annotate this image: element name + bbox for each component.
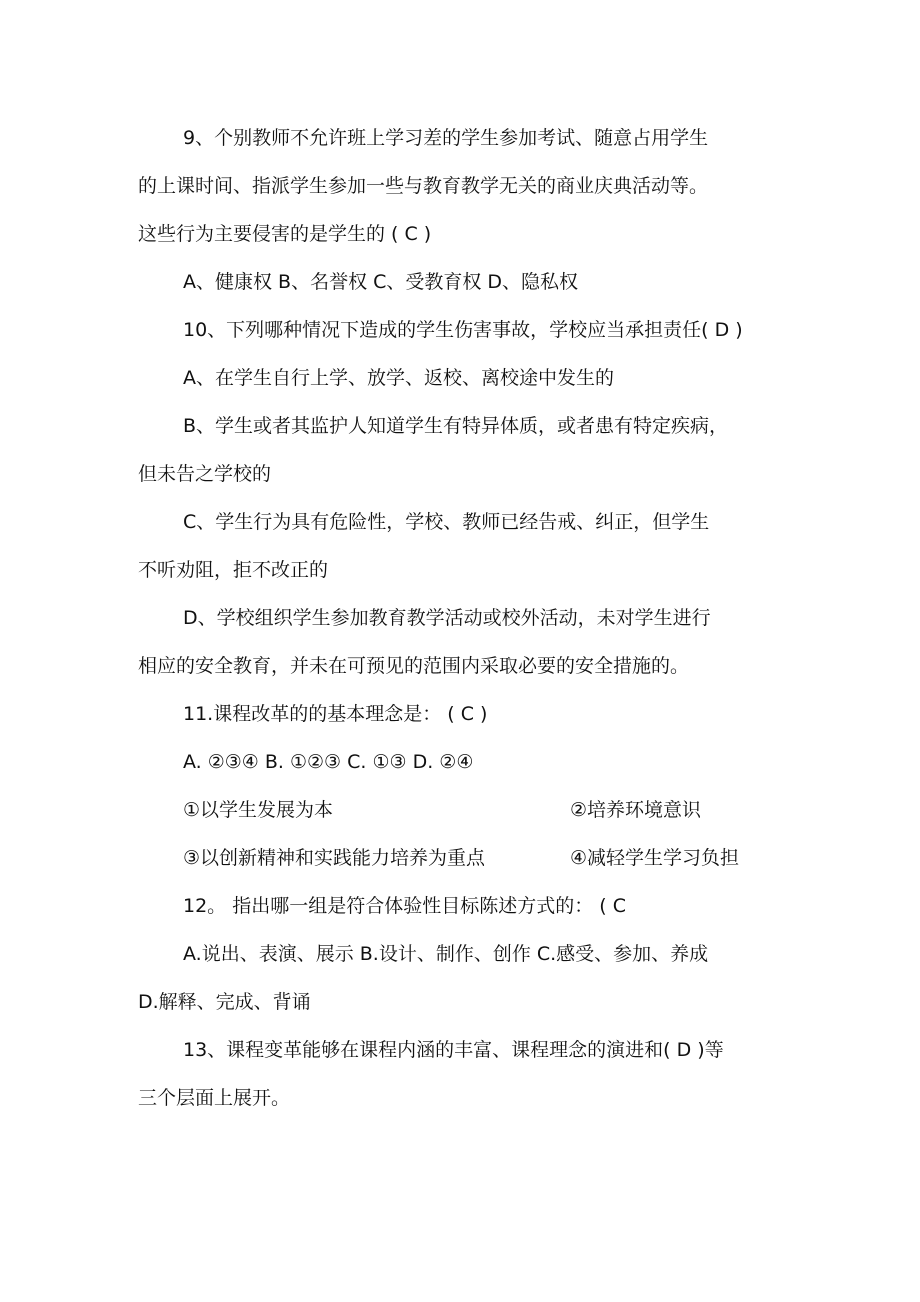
q10-option-c-line-1: C、学生行为具有危险性，学校、教师已经告戒、纠正，但学生 (183, 511, 710, 533)
q9-stem-line-1: 9、个别教师不允许班上学习差的学生参加考试、随意占用学生 (183, 127, 709, 149)
q11-stem: 11.课程改革的的基本理念是： ( C ) (183, 703, 488, 725)
q11-item-4: ④减轻学生学习负担 (570, 847, 740, 869)
q12-options-line-2: D.解释、完成、背诵 (138, 991, 311, 1013)
q10-stem: 10、下列哪种情况下造成的学生伤害事故，学校应当承担责任( D ) (183, 319, 743, 341)
q10-option-c-line-2: 不听劝阻，拒不改正的 (138, 559, 329, 581)
q12-options-line-1: A.说出、表演、展示 B.设计、制作、创作 C.感受、参加、养成 (183, 943, 709, 965)
q11-item-3: ③以创新精神和实践能力培养为重点 (183, 847, 486, 869)
q9-stem-line-2: 的上课时间、指派学生参加一些与教育教学无关的商业庆典活动等。 (138, 175, 709, 197)
q10-option-b-line-2: 但未告之学校的 (138, 463, 272, 485)
q10-option-d-line-2: 相应的安全教育，并未在可预见的范围内采取必要的安全措施的。 (138, 655, 690, 677)
q9-stem-line-3: 这些行为主要侵害的是学生的 ( C ) (138, 223, 432, 245)
q10-option-a: A、在学生自行上学、放学、返校、离校途中发生的 (183, 367, 614, 389)
q13-stem-line-2: 三个层面上展开。 (138, 1087, 291, 1109)
q10-option-d-line-1: D、学校组织学生参加教育教学活动或校外活动，未对学生进行 (183, 607, 711, 629)
q11-item-2: ②培养环境意识 (570, 799, 702, 821)
q10-option-b-line-1: B、学生或者其监护人知道学生有特异体质，或者患有特定疾病， (183, 415, 729, 437)
q12-stem: 12。 指出哪一组是符合体验性目标陈述方式的： ( C (183, 895, 626, 917)
q11-item-1: ①以学生发展为本 (183, 799, 334, 821)
q9-options: A、健康权 B、名誉权 C、受教育权 D、隐私权 (183, 271, 579, 293)
q11-options: A. ②③④ B. ①②③ C. ①③ D. ②④ (183, 751, 474, 773)
q13-stem-line-1: 13、课程变革能够在课程内涵的丰富、课程理念的演进和( D )等 (183, 1039, 724, 1061)
